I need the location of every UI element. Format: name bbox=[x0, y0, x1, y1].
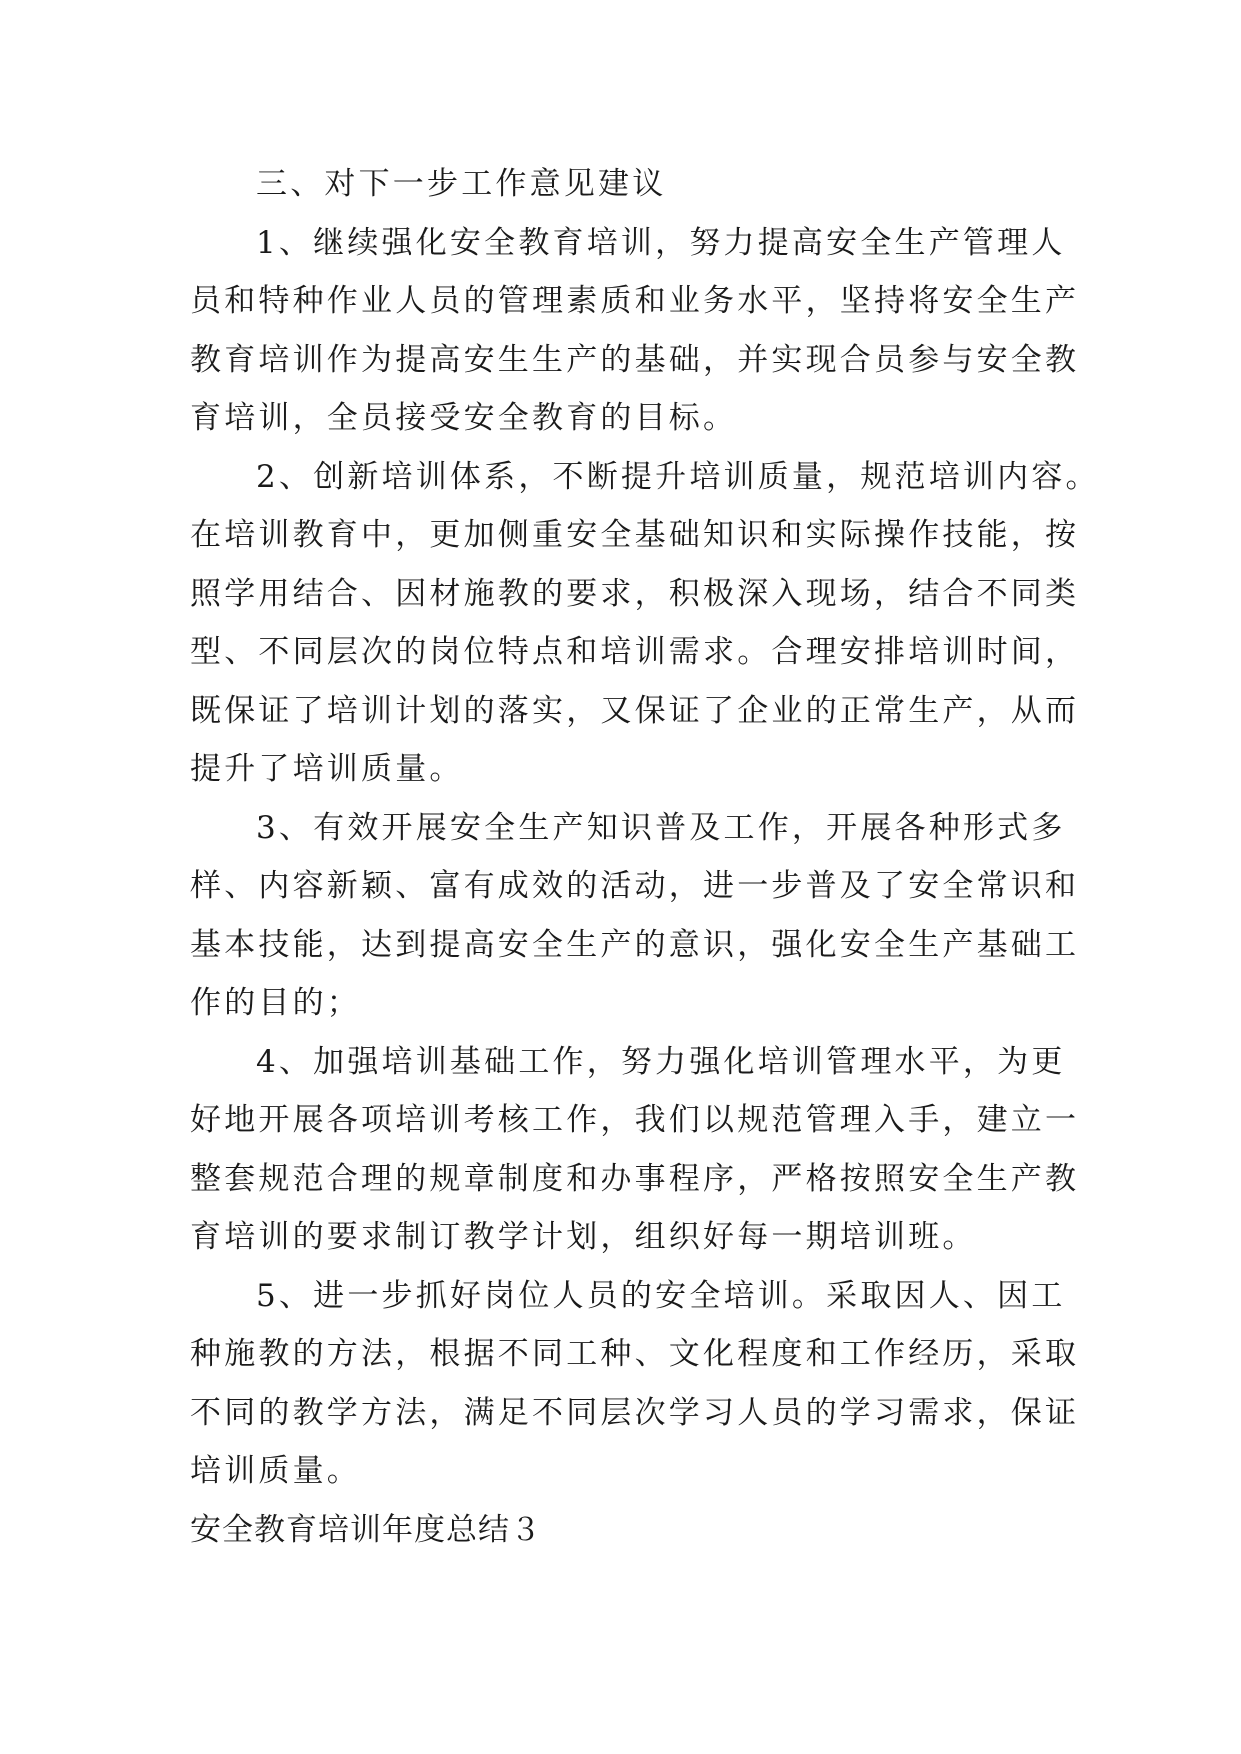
section-heading: 三、对下一步工作意见建议 bbox=[256, 166, 667, 202]
paragraph-line: 整套规范合理的规章制度和办事程序，严格按照安全生产教 bbox=[190, 1160, 1080, 1197]
paragraph-line: 基本技能，达到提高安全生产的意识，强化安全生产基础工 bbox=[190, 926, 1080, 963]
paragraph-line: 型、不同层次的岗位特点和培训需求。合理安排培训时间， bbox=[190, 634, 1080, 670]
paragraph-4 bbox=[190, 1033, 1080, 1267]
paragraph-line: 样、内容新颖、富有成效的活动，进一步普及了安全常识和 bbox=[190, 868, 1080, 904]
document-body bbox=[190, 155, 1100, 1559]
paragraph-line: 培训质量。 bbox=[190, 1453, 361, 1489]
paragraph-line: 在培训教育中，更加侧重安全基础知识和实际操作技能，按 bbox=[190, 517, 1080, 553]
paragraph-line: 5、进一步抓好岗位人员的安全培训。采取因人、因工 bbox=[256, 1277, 1066, 1314]
paragraph-line: 育培训的要求制订教学计划，组织好每一期培训班。 bbox=[190, 1219, 977, 1255]
paragraph-1 bbox=[190, 214, 1080, 448]
paragraph-line: 1、继续强化安全教育培训，努力提高安全生产管理人 bbox=[256, 224, 1066, 261]
paragraph-line: 3、有效开展安全生产知识普及工作，开展各种形式多 bbox=[256, 809, 1066, 846]
paragraph-line: 好地开展各项培训考核工作，我们以规范管理入手，建立一 bbox=[190, 1102, 1080, 1138]
paragraph-line: 照学用结合、因材施教的要求，积极深入现场，结合不同类 bbox=[190, 575, 1080, 612]
paragraph-line: 种施教的方法，根据不同工种、文化程度和工作经历，采取 bbox=[190, 1336, 1080, 1372]
paragraph-line: 教育培训作为提高安生生产的基础，并实现合员参与安全教 bbox=[190, 341, 1080, 378]
paragraph-line: 育培训，全员接受安全教育的目标。 bbox=[190, 400, 738, 436]
paragraph-line: 提升了培训质量。 bbox=[190, 751, 464, 787]
paragraph-2 bbox=[190, 448, 1100, 799]
paragraph-line: 4、加强培训基础工作，努力强化培训管理水平，为更 bbox=[256, 1043, 1066, 1080]
paragraph-3 bbox=[190, 799, 1080, 1033]
paragraph-line: 作的目的； bbox=[190, 985, 361, 1021]
next-document-title: 安全教育培训年度总结３ bbox=[190, 1511, 542, 1548]
paragraph-line: 员和特种作业人员的管理素质和业务水平，坚持将安全生产 bbox=[190, 283, 1080, 319]
paragraph-line: 既保证了培训计划的落实，又保证了企业的正常生产，从而 bbox=[190, 692, 1080, 729]
paragraph-line: 不同的教学方法，满足不同层次学习人员的学习需求，保证 bbox=[190, 1394, 1080, 1431]
paragraph-line: 2、创新培训体系，不断提升培训质量，规范培训内容。 bbox=[256, 458, 1100, 495]
paragraph-5 bbox=[190, 1267, 1080, 1501]
